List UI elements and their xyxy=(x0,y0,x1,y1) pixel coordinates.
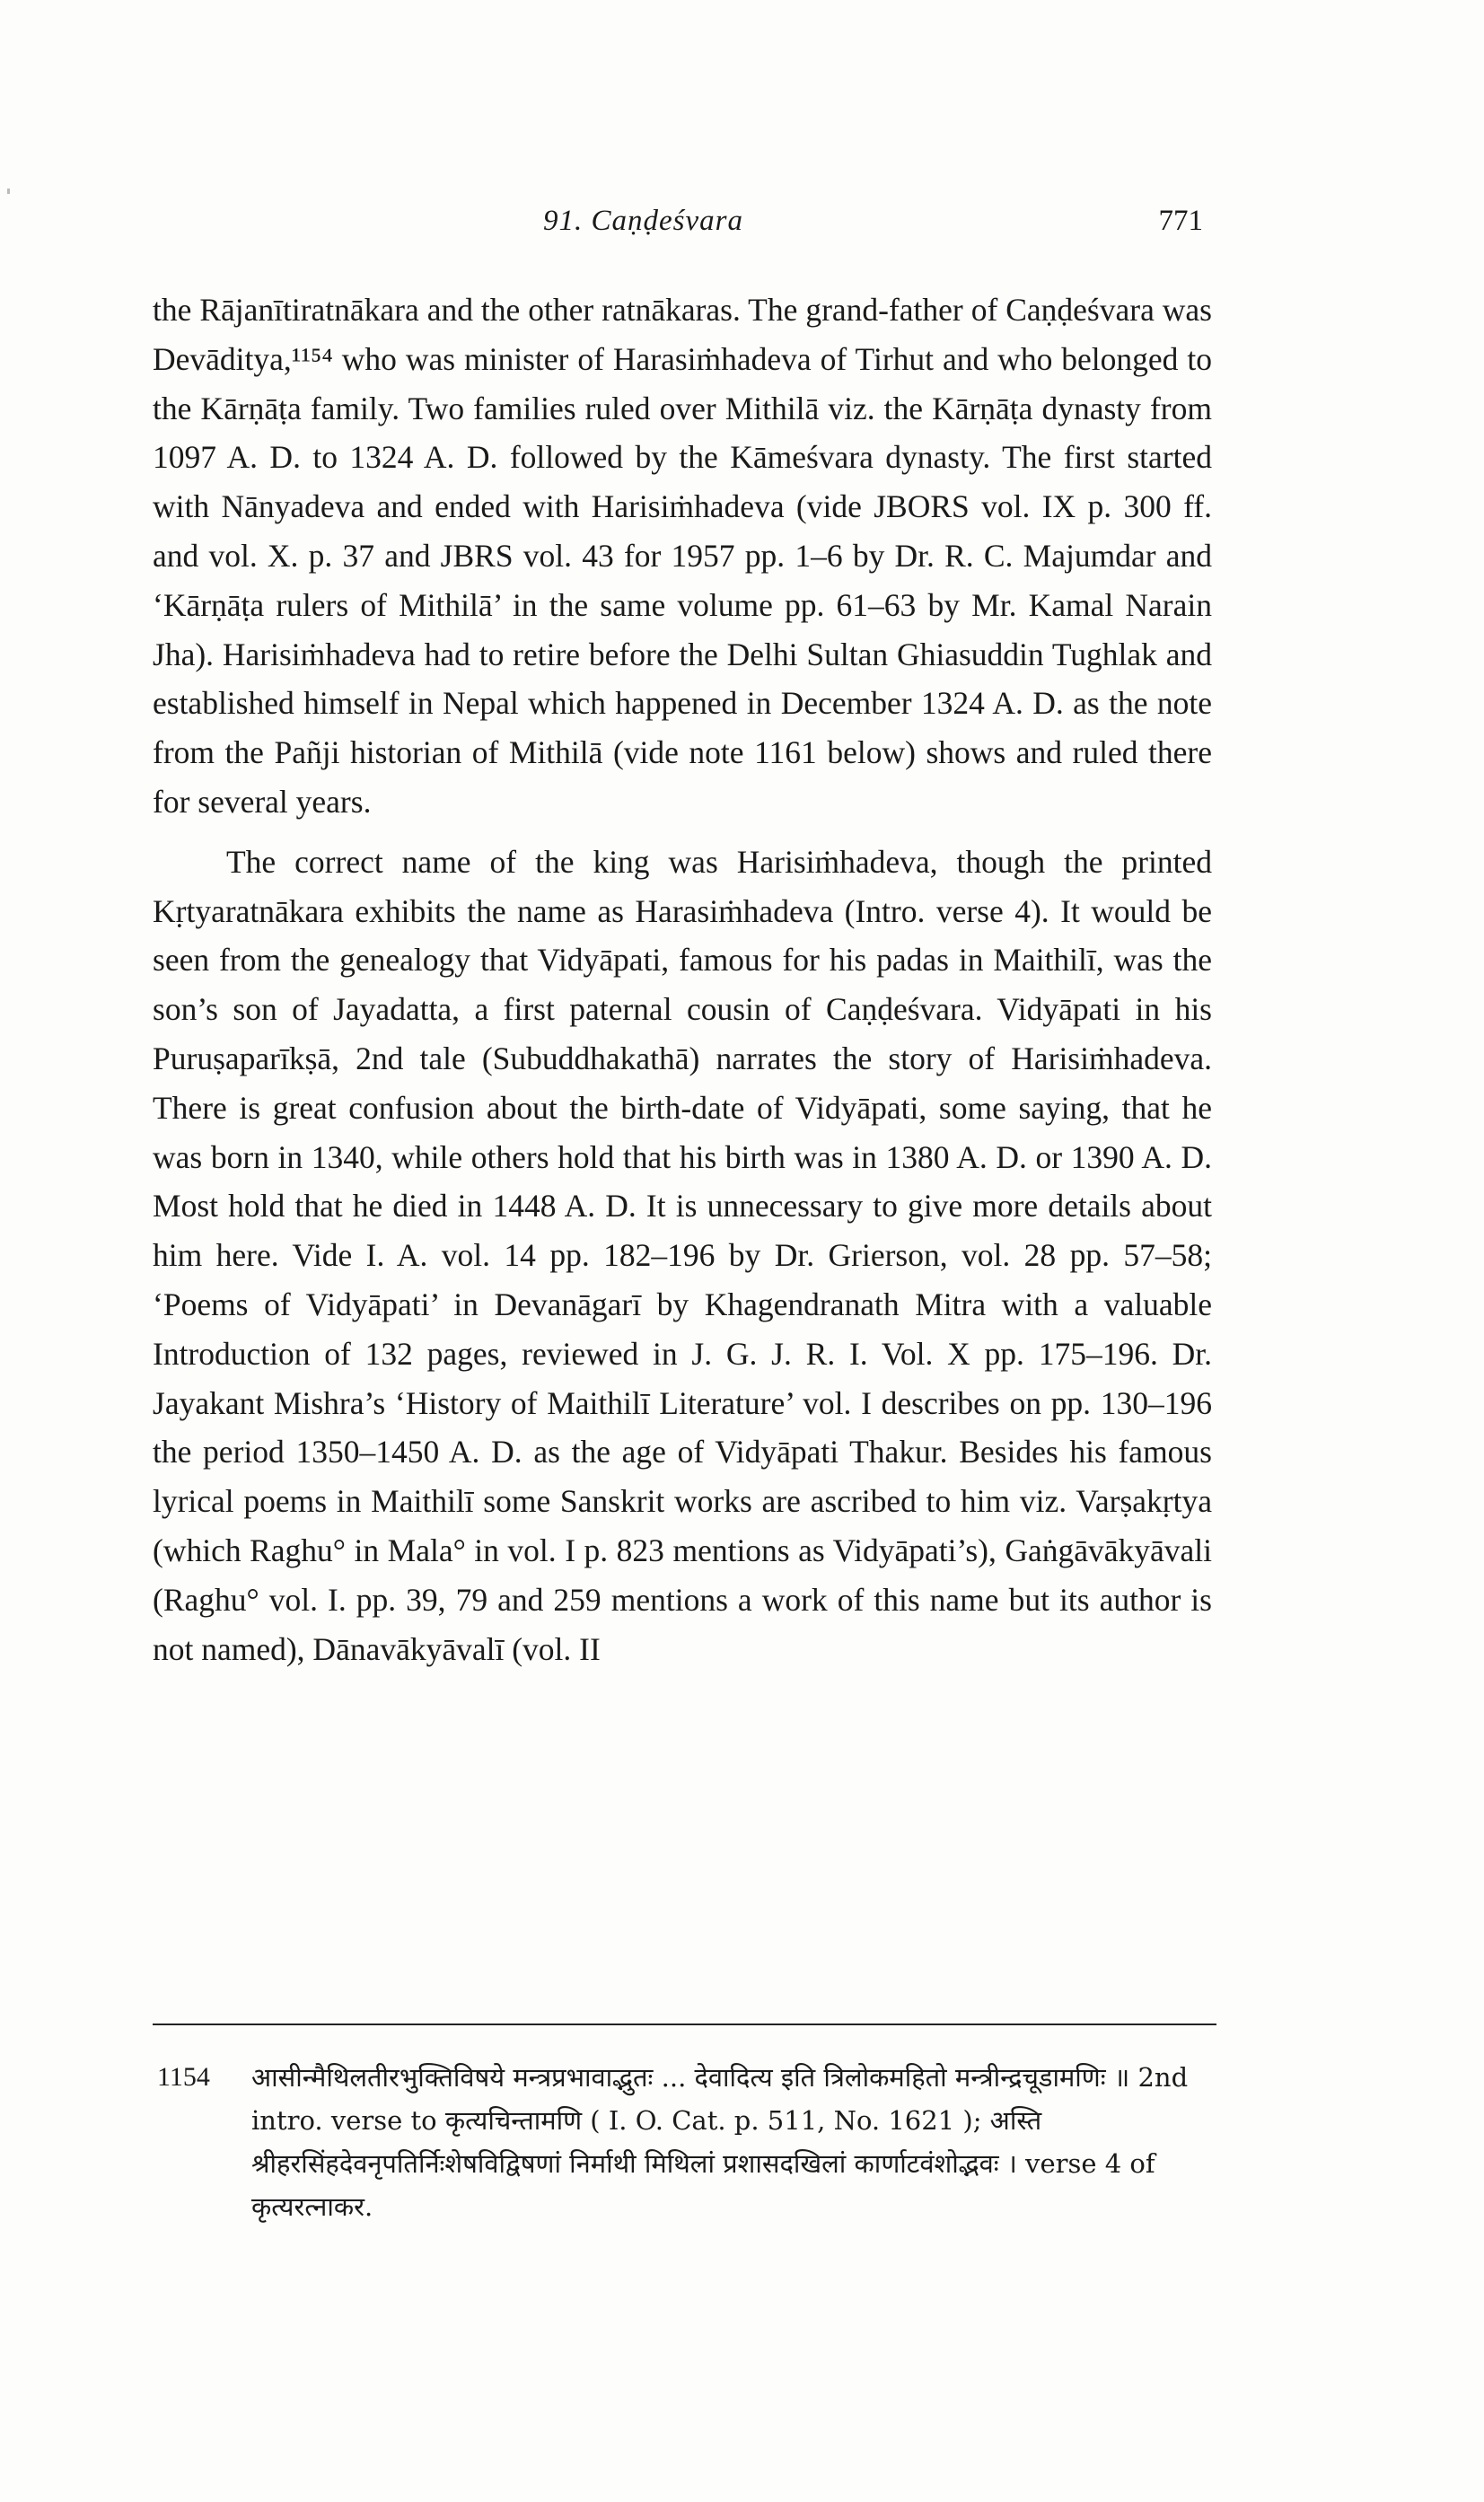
paragraph-2: The correct name of the king was Harisiṁhadeva, though the printed Kṛtyaratnākara exhibits the name as Harasiṁhadeva (Intro. verse 4). It would be seen from the genealogy that Vidyāpati, famous for his padas in Maithilī, was the son’s son of Jayadatta, a first paternal cousin of Caṇḍeśvara. Vidyāpati in his Puruṣaparīkṣā, 2nd tale (Subuddhakathā) narrates the story of Harisiṁhadeva. There is great confusion about the birth-date of Vidyāpati, some saying, that he was born in 1340, while others hold that his birth was in 1380 A. D. or 1390 A. D. Most hold that he died in 1448 A. D. It is unnecessary to give more details about him here. Vide I. A. vol. 14 pp. 182–196 by Dr. Grierson, vol. 28 pp. 57–58; ‘Poems of Vidyāpati’ in Devanāgarī by Khagendranath Mitra with a valuable Introduction of 132 pages, reviewed in J. G. J. R. I. Vol. X pp. 175–196. Dr. Jayakant Mishra’s ‘History of Maithilī Literature’ vol. I describes on pp. 130–196 the period 1350–1450 A. D. as the age of Vidyāpati Thakur. Besides his famous lyrical poems in Maithilī some Sanskrit works are ascribed to him viz. Varṣakṛtya (which Raghu° in Mala° in vol. I p. 823 mentions as Vidyāpati’s), Gaṅgāvākyāvali (Raghu° vol. I. pp. 39, 79 and 259 mentions a work of this name but its author is not named), Dānavākyāvalī (vol. II xyxy=(153,843,1212,1667)
body-text xyxy=(153,285,1212,1673)
chapter-title: 91. Caṇḍeśvara xyxy=(543,205,743,237)
running-header xyxy=(153,205,1203,250)
page-number: 771 xyxy=(1158,205,1203,237)
paragraph-1: the Rājanītiratnākara and the other ratnākaras. The grand-father of Caṇḍeśvara was Devāditya,¹¹⁵⁴ who was minister of Harasiṁhadeva of Tirhut and who belonged to the Kārṇāṭa family. Two families ruled over Mithilā viz. the Kārṇāṭa dynasty from 1097 A. D. to 1324 A. D. followed by the Kāmeśvara dynasty. The first started with Nānyadeva and ended with Harisiṁhadeva (vide JBORS vol. IX p. 300 ff. and vol. X. p. 37 and JBRS vol. 43 for 1957 pp. 1–6 by Dr. R. C. Majumdar and ‘Kārṇāṭa rulers of Mithilā’ in the same volume pp. 61–63 by Mr. Kamal Narain Jha). Harisiṁhadeva had to retire before the Delhi Sultan Ghiasuddin Tughlak and established himself in Nepal which happened in December 1324 A. D. as the note from the Pañji historian of Mithilā (vide note 1161 below) shows and ruled there for several years. xyxy=(153,292,1212,820)
footnote-number: 1154 xyxy=(157,2062,210,2092)
scan-mark xyxy=(7,189,10,194)
footnote-divider xyxy=(153,2024,1216,2025)
footnote-1154 xyxy=(157,2056,1216,2228)
footnote-text: आसीन्मैथिलतीरभुक्तिविषये मन्त्रप्रभावाद्भुतः ... देवादित्य इति त्रिलोकमहितो मन्त्रीन्द्रचूडामणिः ॥ 2nd intro. verse to कृत्यचिन्तामणि ( I. O. Cat. p. 511, No. 1621 ); अस्ति श्रीहरसिंहदेवनृपतिर्निःशेषविद्विषणां निर्माथी मिथिलां प्रशासदखिलां कार्णाटवंशोद्भवः । verse 4 of कृत्यरत्नाकर. xyxy=(251,2062,1189,2222)
